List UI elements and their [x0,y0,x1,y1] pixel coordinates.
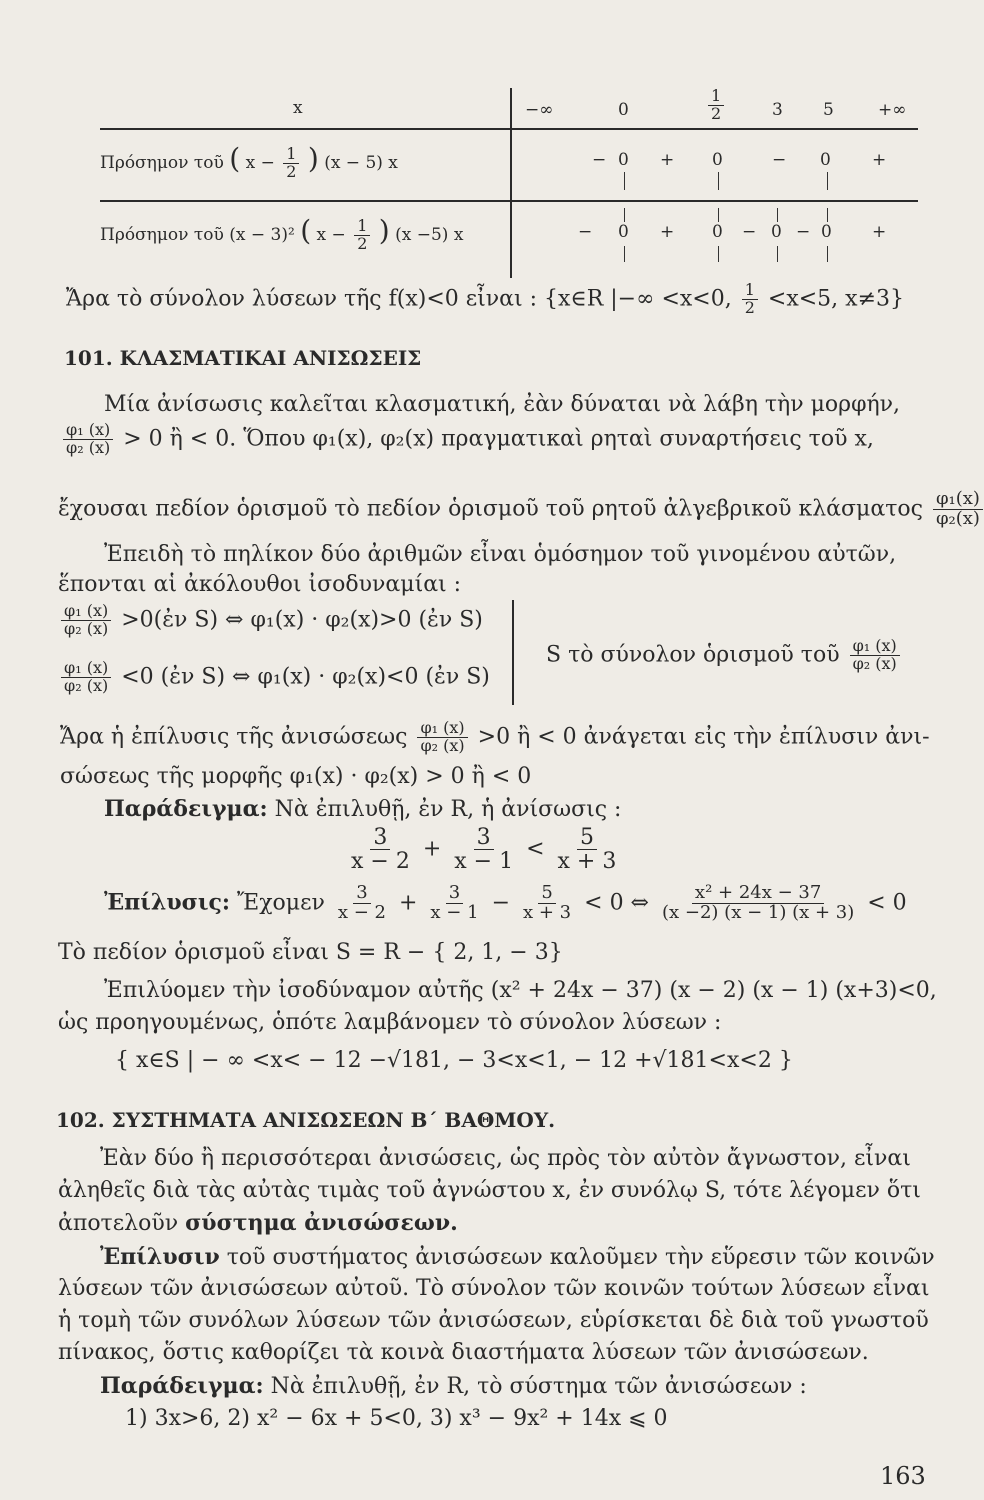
paragraph-line: ἀληθεῖς διὰ τὰς αὐτὰς τιμὰς τοῦ ἀγνώστου x, ἐν συνόλῳ S, τότε λέγομεν ὅτι [58,1178,921,1203]
table-row2-sign: + [660,222,675,242]
domain-note: S τὸ σύνολον ὁρισμοῦ τοῦ $\frac{\text{φ₁ (x)}}{\text{φ₂ (x)}}$ [546,638,903,673]
table-row1-sign: + [660,150,675,170]
paragraph-line: Ἐὰν δύο ἢ περισσότεραι ἀνισώσεις, ὡς πρὸς τὸν αὐτὸν ἄγνωστον, εἶναι [100,1146,911,1171]
table-header-five: 5 [823,100,834,120]
table-row1-sign: − [772,150,787,170]
paragraph-line: ὡς προηγουμένως, ὁπότε λαμβάνομεν τὸ σύνολον λύσεων : [58,1010,722,1035]
paragraph-line: ἔχουσαι πεδίον ὁρισμοῦ τὸ πεδίον ὁρισμοῦ τοῦ ρητοῦ ἀλγεβρικοῦ κλάσματος $\frac{\text{φ₁(x)}}{\text{φ₂(x)}}$ [58,490,984,529]
table-row1-label: Πρόσημον τοῦ ( x − $\frac{1}{2}$ ) (x − 5) x [100,142,398,181]
table-divider-vertical [510,88,512,278]
solution-line: Ἐπίλυσις: Ἔχομεν $\frac{3}{x - 2}$ + $\frac{3}{x - 1}$ − $\frac{5}{x + 3}$ < 0 ⇔ $\frac{\text{x² + 24x − 37}}{(x -2) (x - 1) (x + 3)}$ < 0 [104,882,907,923]
table-row2-sign: 0 [771,222,782,242]
paragraph-line: Τὸ πεδίον ὁρισμοῦ εἶναι S = R − { 2, 1, − 3} [58,940,563,965]
equivalence-line: $\frac{\text{φ₁ (x)}}{\text{φ₂ (x)}}$ >0(ἐν S) ⇔ φ₁(x) · φ₂(x)>0 (ἐν S) [58,603,483,638]
table-header-half: $\frac{1}{2}$ [705,88,727,123]
table-row2-sign: − [742,222,757,242]
section-heading-101: 101. ΚΛΑΣΜΑΤΙΚΑΙ ΑΝΙΣΩΣΕΙΣ [64,346,422,370]
table-tick [777,246,778,262]
equivalence-line: $\frac{\text{φ₁ (x)}}{\text{φ₂ (x)}}$ <0 (ἐν S) ⇔ φ₁(x) · φ₂(x)<0 (ἐν S) [58,660,490,695]
solution-conclusion: Ἄρα τὸ σύνολον λύσεων τῆς f(x)<0 εἶναι : {x∈R |−∞ <x<0, $\frac{1}{2}$ <x<5, x≠3} [66,280,904,317]
table-row1-sign: 0 [820,150,831,170]
paragraph-line: Ἐπίλυσιν τοῦ συστήματος ἀνισώσεων καλοῦμεν τὴν εὕρεσιν τῶν κοινῶν [100,1244,935,1270]
table-header-three: 3 [772,100,783,120]
table-row2-sign: 0 [821,222,832,242]
table-divider-middle [100,200,918,202]
paragraph-line: ἡ τομὴ τῶν συνόλων λύσεων τῶν ἀνισώσεων, εὑρίσκεται δὲ διὰ τοῦ γνωστοῦ [58,1308,929,1333]
solution-set: { x∈S | − ∞ <x< − 12 −√181, − 3<x<1, − 12 +√181<x<2 } [115,1048,793,1073]
table-header-pos-inf: +∞ [878,100,907,120]
paragraph-line: Ἐπιλύομεν τὴν ἰσοδύναμον αὐτῆς (x² + 24x − 37) (x − 2) (x − 1) (x+3)<0, [104,978,937,1003]
table-tick [624,246,625,262]
paragraph-line: $\frac{\text{φ₁ (x)}}{\text{φ₂ (x)}}$ > 0 ἢ < 0. Ὅπου φ₁(x), φ₂(x) πραγματικαὶ ρηταὶ συναρτήσεις τοῦ x, [60,422,874,457]
table-row2-sign: + [872,222,887,242]
table-tick [827,208,828,222]
table-tick [777,208,778,222]
table-tick [718,172,719,190]
paragraph-line: Ἄρα ἡ ἐπίλυσις τῆς ἀνισώσεως $\frac{\text{φ₁ (x)}}{\text{φ₂ (x)}}$ >0 ἢ < 0 ἀνάγεται εἰς τὴν ἐπίλυσιν ἀνι- [60,718,930,755]
section-heading-102: 102. ΣΥΣΤΗΜΑΤΑ ΑΝΙΣΩΣΕΩΝ Β΄ ΒΑΘΜΟΥ. [56,1108,556,1132]
table-row2-sign: − [578,222,593,242]
paragraph-line: σώσεως τῆς μορφῆς φ₁(x) · φ₂(x) > 0 ἢ < 0 [60,764,532,789]
paragraph-line: ἕπονται αἱ ἀκόλουθοι ἰσοδυναμίαι : [58,572,462,597]
table-header-x: x [293,98,303,118]
table-header-neg-inf: −∞ [525,100,554,120]
example-line: Παράδειγμα: Νὰ ἐπιλυθῇ, ἐν R, τὸ σύστημα τῶν ἀνισώσεων : [100,1373,807,1399]
example-line: Παράδειγμα: Νὰ ἐπιλυθῇ, ἐν R, ἡ ἀνίσωσις : [104,796,622,822]
paragraph-line: πίνακος, ὅστις καθορίζει τὰ κοινὰ διαστήματα λύσεων τῶν ἀνισώσεων. [58,1340,869,1365]
table-row2-sign: − [796,222,811,242]
table-tick [718,208,719,222]
table-header-zero: 0 [618,100,629,120]
example-inequality: $\frac{3}{x - 2}$ + $\frac{3}{x - 1}$ < $\frac{5}{x + 3}$ [351,825,617,875]
table-row1-sign: − [592,150,607,170]
table-row2-sign: 0 [618,222,629,242]
table-row1-sign: 0 [618,150,629,170]
page-number: 163 [880,1462,926,1490]
table-divider-top [100,128,918,130]
table-row1-sign: 0 [712,150,723,170]
table-tick [827,246,828,262]
paragraph-line: Ἐπειδὴ τὸ πηλίκον δύο ἀριθμῶν εἶναι ὁμόσημον τοῦ γινομένου αὐτῶν, [104,542,897,567]
table-row2-sign: 0 [712,222,723,242]
paragraph-line: λύσεων τῶν ἀνισώσεων αὐτοῦ. Τὸ σύνολον τῶν κοινῶν τούτων λύσεων εἶναι [58,1276,930,1301]
table-tick [624,172,625,190]
paragraph-line: Μία ἀνίσωσις καλεῖται κλασματική, ἐὰν δύναται νὰ λάβη τὴν μορφήν, [104,392,901,417]
paragraph-line: ἀποτελοῦν σύστημα ἀνισώσεων. [58,1210,458,1236]
table-row2-label: Πρόσημον τοῦ (x − 3)² ( x − $\frac{1}{2}$ ) (x −5) x [100,214,464,253]
table-tick [827,172,828,190]
bracket-divider [512,600,514,705]
system-of-inequalities: 1) 3x>6, 2) x² − 6x + 5<0, 3) x³ − 9x² + 14x ⩽ 0 [125,1406,668,1431]
table-row1-sign: + [872,150,887,170]
table-tick [624,208,625,222]
table-tick [718,246,719,262]
